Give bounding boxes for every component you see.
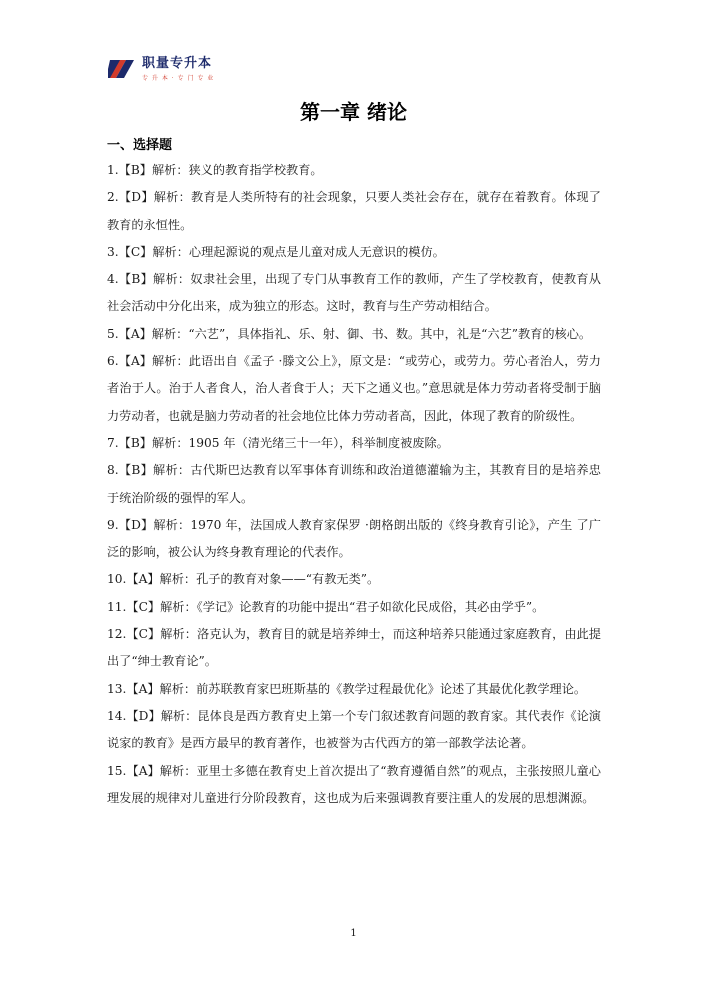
answer-item: 2.【D】解析：教育是人类所特有的社会现象，只要人类社会存在，就存在着教育。体现了教育的永恒性。 <box>107 190 601 232</box>
answer-item: 1.【B】解析：狭义的教育指学校教育。 <box>107 163 323 177</box>
section-title: 一、选择题 <box>107 138 173 153</box>
answer-item: 6.【A】解析：此语出自《孟子 ·滕文公上》，原文是：“或劳心，或劳力。劳心者治人，劳力者治于人。治于人者食人，治人者食于人；天下之通义也。”意思就是体力劳动者将受制于脑力劳动者，也就是脑力劳动者的社会地位比体力劳动者高，因此，体现了教育的阶级性。 <box>107 354 601 423</box>
answer-item: 14.【D】解析：昆体良是西方教育史上第一个专门叙述教育问题的教育家。其代表作《论演说家的教育》是西方最早的教育著作，也被誉为古代西方的第一部教学法论著。 <box>107 708 601 751</box>
answer-list <box>107 157 601 812</box>
logo-mark-icon <box>108 56 134 82</box>
chapter-title: 第一章 绪论 <box>300 100 407 124</box>
answer-item: 8.【B】解析：古代斯巴达教育以军事体育训练和政治道德灌输为主，其教育目的是培养忠于统治阶级的强悍的军人。 <box>107 463 601 505</box>
answer-item: 10.【A】解析：孔子的教育对象——“有教无类”。 <box>107 572 380 587</box>
answer-item: 4.【B】解析：奴隶社会里，出现了专门从事教育工作的教师，产生了学校教育，使教育从社会活动中分化出来，成为独立的形态。这时，教育与生产劳动相结合。 <box>107 272 601 314</box>
answer-item: 11.【C】解析：《学记》论教育的功能中提出“君子如欲化民成俗，其必由学乎”。 <box>107 599 545 614</box>
logo-name: 职量专升本 <box>142 55 213 71</box>
answer-item: 9.【D】解析：1970 年，法国成人教育家保罗 ·朗格朗出版的《终身教育引论》，产生 了广泛的影响，被公认为终身教育理论的代表作。 <box>107 517 601 560</box>
answer-item: 12.【C】解析：洛克认为，教育目的就是培养绅士，而这种培养只能通过家庭教育，由此提出了“绅士教育论”。 <box>107 627 601 669</box>
logo-text <box>142 57 214 82</box>
logo <box>108 56 214 82</box>
answer-item: 13.【A】解析：前苏联教育家巴班斯基的《教学过程最优化》论述了其最优化教学理论。 <box>107 681 587 696</box>
logo-slogan: 专 升 本 · 专 门 专 业 <box>142 74 215 82</box>
answer-item: 15.【A】解析：亚里士多德在教育史上首次提出了“教育遵循自然”的观点，主张按照儿童心理发展的规律对儿童进行分阶段教育，这也成为后来强调教育要注重人的发展的思想渊源。 <box>107 763 601 805</box>
page-number: 1 <box>350 928 357 939</box>
answer-item: 5.【A】解析：“六艺”，具体指礼、乐、射、御、书、数。其中，礼是“六艺”教育的核心。 <box>107 326 592 341</box>
answer-item: 7.【B】解析：1905 年（清光绪三十一年），科举制度被废除。 <box>107 435 449 450</box>
answer-item: 3.【C】解析：心理起源说的观点是儿童对成人无意识的模仿。 <box>107 244 445 259</box>
